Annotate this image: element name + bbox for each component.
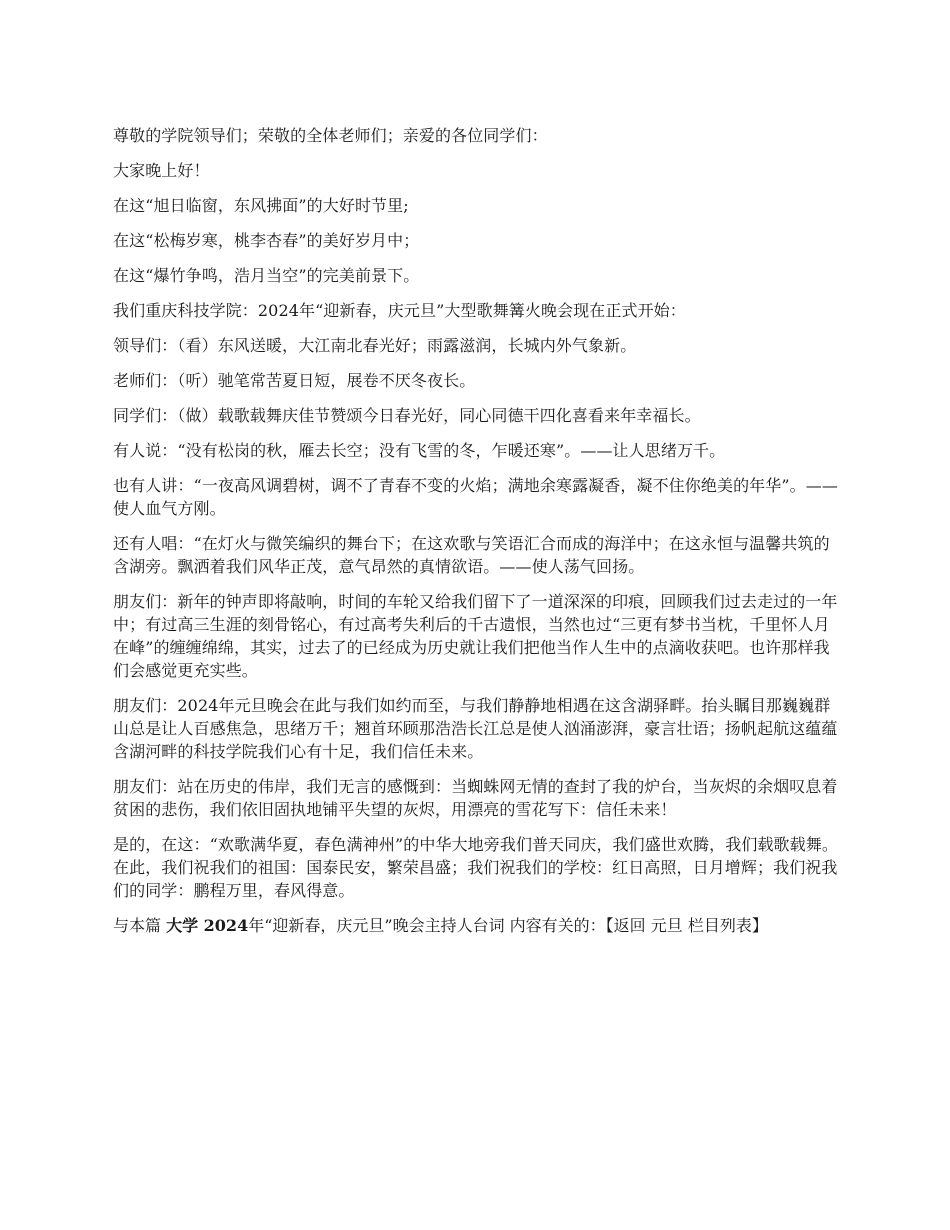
someone-sings-paragraph: 还有人唱：“在灯火与微笑编织的舞台下；在这欢歌与笑语汇合而成的海洋中；在这永恒与温馨共筑的含湖旁。飘洒着我们风华正茂，意气昂然的真情欲语。——使人荡气回扬。: [113, 534, 830, 576]
footer-title-rest: 年“迎新春，庆元旦”晚会主持人台词: [248, 916, 505, 935]
closing-paragraph: 是的，在这：“欢歌满华夏，春色满神州”的中华大地旁我们普天同庆，我们盛世欢腾，我们载歌载舞。在此，我们祝我们的祖国：国泰民安，繁荣昌盛；我们祝我们的学校：红日高照，日月增辉；我们祝我们的同学：鹏程万里，春风得意。: [113, 835, 838, 900]
opening-announcement: 我们重庆科技学院：2024年“迎新春，庆元旦”大型歌舞篝火晚会现在正式开始：: [113, 301, 686, 320]
someone-speaks-paragraph: 也有人讲：“一夜高风调碧树，调不了青春不变的火焰；满地余寒露凝香，凝不住你绝美的年华”。——使人血气方刚。: [113, 476, 838, 518]
friends-paragraph-1: 朋友们：新年的钟声即将敲响，时间的车轮又给我们留下了一道深深的印痕，回顾我们过去走过的一年中；有过高三生涯的刻骨铭心，有过高考失利后的千古遗恨，当然也过“三更有梦书当枕，千里怀人月在峰”的缠缠绵绵，其实，过去了的已经成为历史就让我们把他当作人生中的点滴收获吧。也许那样我们会感觉更充实些。: [113, 592, 838, 680]
related-content-footer: [113, 914, 838, 937]
footer-return-link[interactable]: 内容有关的：【返回 元旦 栏目列表】: [504, 916, 768, 935]
students-paragraph: 同学们：（做）载歌载舞庆佳节赞颂今日春光好，同心同德干四化喜看来年幸福长。: [113, 406, 701, 425]
intro-line-2: 在这“松梅岁寒，桃李杏春”的美好岁月中；: [113, 231, 420, 250]
friends-paragraph-3: 朋友们：站在历史的伟岸，我们无言的感慨到：当蜘蛛网无情的查封了我的炉台，当灰烬的余烟叹息着贫困的悲伤，我们依旧固执地铺平失望的灰烬，用漂亮的雪花写下：信任未来！: [113, 777, 838, 819]
footer-bold-title: 大学 2024: [166, 916, 249, 935]
greeting-paragraph: 大家晚上好！: [113, 161, 210, 180]
teachers-paragraph: 老师们：（听）驰笔常苦夏日短，展卷不厌冬夜长。: [113, 371, 476, 390]
leaders-paragraph: 领导们：（看）东风送暖，大江南北春光好；雨露滋润，长城内外气象新。: [113, 336, 637, 355]
salutation-paragraph: 尊敬的学院领导们；荣敬的全体老师们；亲爱的各位同学们：: [113, 126, 548, 145]
intro-line-3: 在这“爆竹争鸣，浩月当空”的完美前景下。: [113, 266, 420, 285]
someone-says-paragraph: 有人说：“没有松岗的秋，雁去长空；没有飞雪的冬，乍暖还寒”。——让人思绪万千。: [113, 441, 726, 460]
footer-prefix: 与本篇: [113, 916, 167, 935]
friends-paragraph-2: 朋友们：2024年元旦晚会在此与我们如约而至，与我们静静地相遇在这含湖驿畔。抬头瞩目那巍巍群山总是让人百感焦急，思绪万千；翘首环顾那浩浩长江总是使人汹涌澎湃，豪言壮语；扬帆起航这蕴蕴含湖河畔的科技学院我们心有十足，我们信任未来。: [113, 696, 838, 761]
intro-line-1: 在这“旭日临窗，东风拂面”的大好时节里;: [113, 196, 409, 215]
